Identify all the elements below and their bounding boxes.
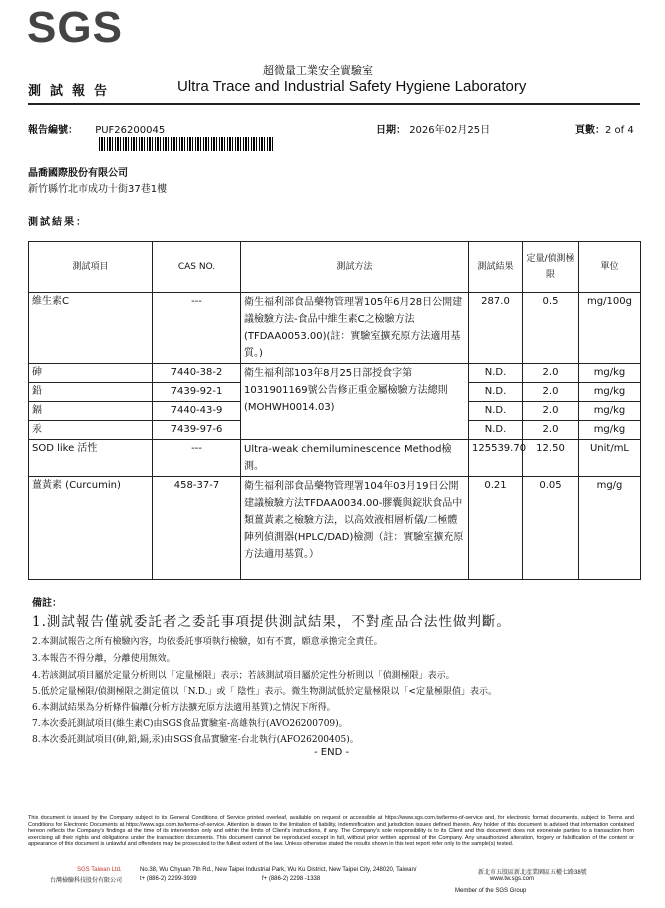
- header-cas: CAS NO.: [153, 242, 241, 293]
- cell-item: 鎘: [29, 402, 153, 421]
- cell-item: 鉛: [29, 383, 153, 402]
- cell-result: N.D.: [469, 421, 523, 440]
- lab-name-en: Ultra Trace and Industrial Safety Hygiene Laboratory: [177, 78, 527, 95]
- footer-member: Member of the SGS Group: [455, 888, 527, 894]
- barcode: [99, 137, 273, 151]
- cell-item: 砷: [29, 364, 153, 383]
- cell-method: 衛生福利部103年8月25日部授食字第1031901169號公告修正重金屬檢驗方法總則(MOHWH0014.03): [241, 364, 469, 440]
- table-row: [29, 293, 641, 364]
- footer-tel: t+ (886-2) 2299-3939: [140, 876, 197, 882]
- footer-address-en: No.38, Wu Chyuan 7th Rd., New Taipei Industrial Park, Wu Ku District, New Taipei City, 248020, Taiwan/: [140, 867, 417, 873]
- cell-method: Ultra-weak chemiluminescence Method檢測。: [241, 440, 469, 477]
- footer-address-zh: 新北市五股區新北產業園區五權七路38號: [478, 870, 587, 876]
- page-value: 2 of 4: [605, 125, 634, 136]
- cell-loq: 0.05: [523, 477, 579, 580]
- report-number: [28, 121, 165, 136]
- cell-loq: 0.5: [523, 293, 579, 364]
- footer-website: www.tw.sgs.com: [490, 876, 535, 882]
- cell-unit: mg/100g: [579, 293, 641, 364]
- cell-unit: mg/kg: [579, 402, 641, 421]
- table-row: [29, 477, 641, 580]
- cell-loq: 12.50: [523, 440, 579, 477]
- cell-item: SOD like 活性: [29, 440, 153, 477]
- header-result: 測試結果: [469, 242, 523, 293]
- cell-cas: 7440-43-9: [153, 402, 241, 421]
- note-item: 3.本報告不得分離，分離使用無效。: [32, 654, 176, 664]
- results-label: 測試結果：: [28, 217, 88, 228]
- report-no-value: PUF26200045: [95, 125, 166, 136]
- report-title: 測試報告: [28, 84, 117, 99]
- date-value: 2026年02月25日: [409, 125, 491, 136]
- cell-unit: mg/kg: [579, 383, 641, 402]
- note-item: 1.測試報告僅就委託者之委託事項提供測試結果，不對產品合法性做判斷。: [32, 614, 511, 630]
- cell-result: 287.0: [469, 293, 523, 364]
- cell-result: N.D.: [469, 364, 523, 383]
- page-number: [575, 121, 634, 136]
- note-item: 8.本次委託測試項目(砷,鉛,鎘,汞)由SGS食品實驗室-台北執行(AFO26200405)。: [32, 735, 359, 745]
- cell-item: 薑黃素 (Curcumin): [29, 477, 153, 580]
- footer-company-en: SGS Taiwan Ltd.: [77, 867, 122, 873]
- sgs-logo: SGS: [27, 3, 123, 52]
- date-label: 日期：: [376, 125, 406, 136]
- legal-disclaimer: This document is issued by the Company subject to its General Conditions of Service printed overleaf, available on request or accessible at https://www.sgs.com.tw/terms-of-service and, for electronic format documents, subject to Terms and Conditions for Electronic Documents at https://www.sgs.com.tw/terms-of-service. Attention is drawn to the limitation of liability, indemnification and jurisdiction issues defined therein. Any holder of this document is advised that information contained hereon reflects the Company's findings at the time of its intervention only and within the limits of Client's instructions, if any. The Company's sole responsibility is to its Client and this document does not exonerate parties to a transaction from exercising all their rights and obligations under the transaction documents. This document cannot be reproduced except in full, without prior written approval of the Company. Any unauthorized alteration, forgery or falsification of the content or appearance of this document is unlawful and offenders may be prosecuted to the fullest extent of the law. Unless otherwise stated the results shown in this test report refer only to the sample(s) tested.: [28, 815, 634, 848]
- header-unit: 單位: [579, 242, 641, 293]
- footer-fax: f+ (886-2) 2298 -1338: [262, 876, 321, 882]
- cell-loq: 2.0: [523, 421, 579, 440]
- cell-loq: 2.0: [523, 364, 579, 383]
- cell-cas: 458-37-7: [153, 477, 241, 580]
- cell-loq: 2.0: [523, 402, 579, 421]
- cell-result: 125539.70: [469, 440, 523, 477]
- cell-cas: 7440-38-2: [153, 364, 241, 383]
- note-item: 7.本次委託測試項目(維生素C)由SGS食品實驗室-高雄執行(AVO26200709)。: [32, 719, 348, 729]
- notes-label: 備註：: [32, 598, 62, 609]
- results-table: [28, 241, 641, 580]
- cell-result: N.D.: [469, 402, 523, 421]
- cell-result: N.D.: [469, 383, 523, 402]
- cell-cas: 7439-92-1: [153, 383, 241, 402]
- cell-loq: 2.0: [523, 383, 579, 402]
- client-company: 晶喬國際股份有限公司: [28, 168, 128, 179]
- note-item: 6.本測試結果為分析條件偏離(分析方法擴充原方法適用基質)之情況下所得。: [32, 703, 336, 713]
- note-item: 2.本測試報告之所有檢驗內容，均依委託事項執行檢驗，如有不實，願意承擔完全責任。: [32, 637, 383, 647]
- table-header-row: [29, 242, 641, 293]
- client-address: 新竹縣竹北市成功十街37巷1樓: [28, 184, 168, 195]
- header-item: 測試項目: [29, 242, 153, 293]
- cell-method: 衛生福利部食品藥物管理署104年03月19日公開建議檢驗方法TFDAA0034.00-膠囊與錠狀食品中類薑黃素之檢驗方法，以高效液相層析儀/二極體陣列偵測器(HPLC/DAD)檢測（註：實驗室擴充原方法適用基質。）: [241, 477, 469, 580]
- report-date: [376, 121, 490, 136]
- table-row: [29, 364, 641, 383]
- cell-item: 維生素C: [29, 293, 153, 364]
- note-item: 5.低於定量極限/偵測極限之測定值以「N.D.」或「 陰性」表示。微生物測試低於定量極限以「<定量極限值」表示。: [32, 687, 497, 697]
- footer-company-zh: 台灣檢驗科技股份有限公司: [50, 878, 123, 884]
- report-no-label: 報告編號：: [28, 125, 78, 136]
- page-label: 頁數：: [575, 125, 605, 136]
- table-row: [29, 440, 641, 477]
- cell-item: 汞: [29, 421, 153, 440]
- header-loq: 定量/偵測極限: [523, 242, 579, 293]
- cell-unit: mg/g: [579, 477, 641, 580]
- cell-unit: Unit/mL: [579, 440, 641, 477]
- header-method: 測試方法: [241, 242, 469, 293]
- cell-cas: ---: [153, 293, 241, 364]
- cell-unit: mg/kg: [579, 421, 641, 440]
- header-divider: [28, 103, 640, 105]
- lab-name-zh: 超微量工業安全實驗室: [263, 64, 373, 77]
- end-marker: - END -: [314, 747, 350, 758]
- cell-cas: 7439-97-6: [153, 421, 241, 440]
- cell-result: 0.21: [469, 477, 523, 580]
- cell-cas: ---: [153, 440, 241, 477]
- cell-method: 衛生福利部食品藥物管理署105年6月28日公開建議檢驗方法-食品中維生素C之檢驗方法(TFDAA0053.00)(註：實驗室擴充原方法適用基質。): [241, 293, 469, 364]
- note-item: 4.若該測試項目屬於定量分析則以「定量極限」表示；若該測試項目屬於定性分析則以「偵測極限」表示。: [32, 671, 455, 681]
- cell-unit: mg/kg: [579, 364, 641, 383]
